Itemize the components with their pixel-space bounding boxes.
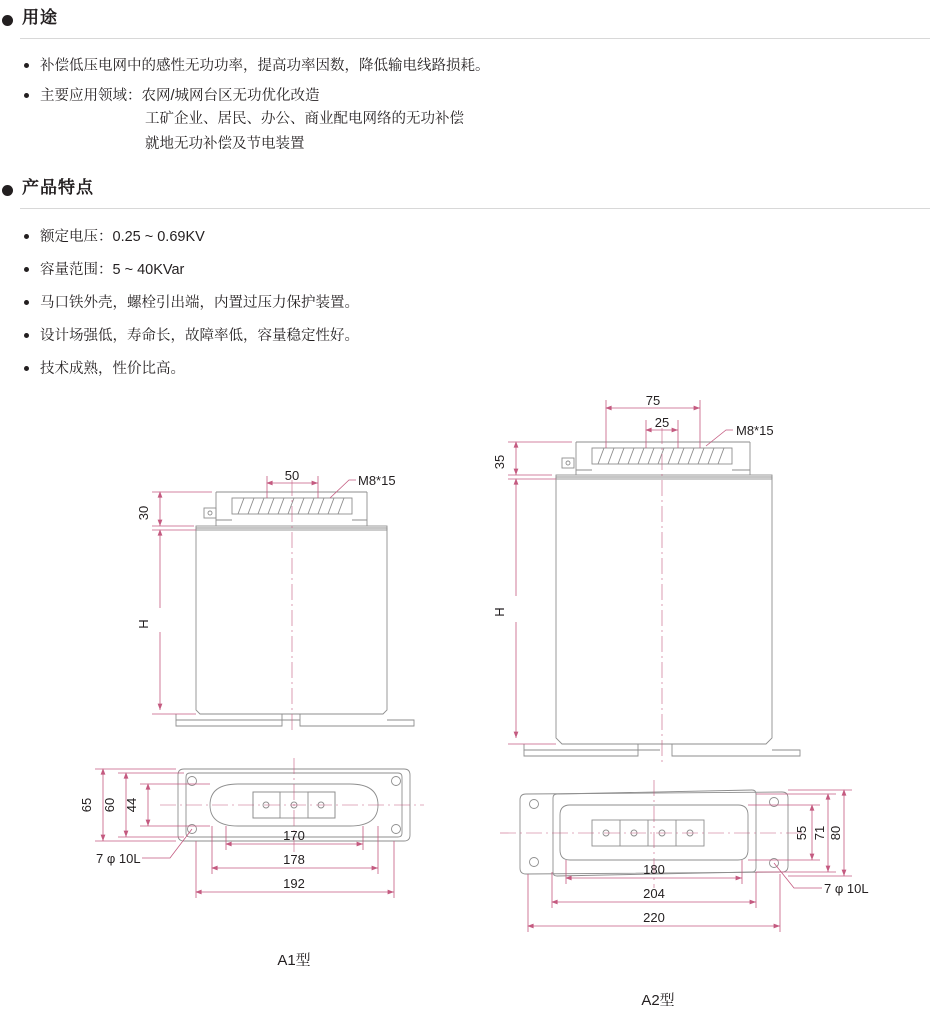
list-item	[20, 85, 920, 157]
caption-a1: A1型	[277, 952, 311, 969]
list-bullet-icon	[24, 366, 29, 371]
list-bullet-icon	[24, 267, 29, 272]
section-features-divider	[20, 208, 930, 209]
list-item-label: 马口铁外壳，螺栓引出端，内置过压力保护装置。	[40, 295, 359, 311]
dim-a2-top-width: 75	[645, 393, 661, 408]
list-item	[20, 55, 920, 77]
section-features	[0, 178, 950, 208]
dim-a1-178: 178	[283, 852, 305, 867]
dim-a2-71: 71	[812, 825, 827, 841]
section-usage-header	[0, 8, 950, 38]
list-item-label: 容量范围：5 ~ 40KVar	[40, 262, 185, 278]
label-a1-hole-note: 7 φ 10L	[96, 851, 141, 866]
dim-a1-60: 60	[102, 797, 117, 813]
list-item	[20, 259, 920, 281]
list-item-label: 主要应用领域：农网/城网台区无功优化改造	[40, 88, 320, 104]
list-item-label: 额定电压：0.25 ~ 0.69KV	[40, 229, 205, 245]
technical-drawings	[0, 380, 950, 1028]
dim-a1-170: 170	[283, 828, 305, 843]
dim-a2-top-height: 35	[492, 454, 507, 470]
dim-a2-180: 180	[643, 862, 665, 877]
dim-a1-top-height: 30	[136, 505, 151, 521]
dim-a2-80: 80	[828, 825, 843, 841]
list-item	[20, 325, 920, 347]
label-a2-thread: M8*15	[736, 423, 774, 438]
label-a2-hole-note: 7 φ 10L	[824, 881, 869, 896]
dim-a1-192: 192	[283, 876, 305, 891]
dim-a1-65: 65	[79, 797, 94, 813]
list-item-sublabel: 工矿企业、居民、办公、商业配电网络的无功补偿	[145, 111, 464, 127]
section-usage-title: 用途	[22, 8, 58, 27]
section-usage	[0, 8, 950, 38]
dim-a2-inner-width: 25	[654, 415, 670, 430]
label-a1-thread: M8*15	[358, 473, 396, 488]
usage-list	[20, 55, 920, 165]
list-bullet-icon	[24, 333, 29, 338]
list-item	[20, 226, 920, 248]
list-bullet-icon	[24, 234, 29, 239]
dim-a2-55: 55	[794, 825, 809, 841]
list-bullet-icon	[24, 63, 29, 68]
dim-a1-44: 44	[124, 797, 139, 813]
dim-a2-220: 220	[643, 910, 665, 925]
dim-a1-body-height: H	[136, 619, 151, 629]
list-item	[20, 292, 920, 314]
list-item-label: 技术成熟，性价比高。	[40, 361, 185, 377]
list-bullet-icon	[24, 93, 29, 98]
list-item-label: 补偿低压电网中的感性无功功率，提高功率因数，降低输电线路损耗。	[40, 58, 490, 74]
section-features-title: 产品特点	[22, 178, 94, 197]
dim-a1-top-width: 50	[284, 468, 300, 483]
list-bullet-icon	[24, 300, 29, 305]
section-bullet-icon	[2, 15, 13, 26]
features-list	[20, 226, 920, 391]
dim-a2-204: 204	[643, 886, 665, 901]
section-bullet-icon	[2, 185, 13, 196]
list-item-sublabel: 就地无功补偿及节电装置	[145, 136, 305, 152]
drawings-svg	[0, 380, 950, 1028]
dim-a2-body-height: H	[492, 607, 507, 617]
caption-a2: A2型	[641, 992, 675, 1009]
list-item-label: 设计场强低，寿命长，故障率低，容量稳定性好。	[40, 328, 359, 344]
section-features-header	[0, 178, 950, 208]
list-item	[20, 358, 920, 380]
section-usage-divider	[20, 38, 930, 39]
